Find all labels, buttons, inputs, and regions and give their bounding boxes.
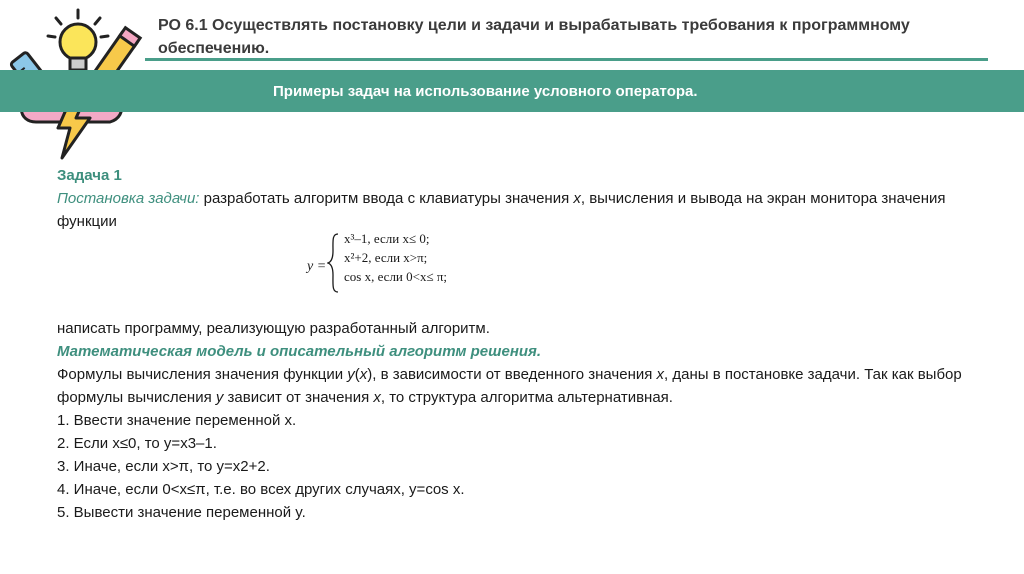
model-heading: Математическая модель и описательный алгоритм решения. <box>57 343 542 360</box>
list-item: 1. Ввести значение переменной x. <box>57 412 297 429</box>
brace-icon <box>327 233 339 293</box>
program-line: написать программу, реализующую разработанный алгоритм. <box>57 320 490 337</box>
formula-case-2: x²+2, если x>π; <box>344 250 428 265</box>
model-paragraph: Формулы вычисления значения функции y(x), в зависимости от введенного значения x, даны в постановке задачи. Так как выбор формулы вычисления y зависит от значения x, то структура алгоритма альтернативная. <box>57 366 962 406</box>
page-title: РО 6.1 Осуществлять постановку цели и задачи и вырабатывать требования к программному обеспечению. <box>158 17 910 57</box>
list-item: 3. Иначе, если x>π, то y=x2+2. <box>57 458 270 475</box>
header-divider <box>145 58 988 61</box>
list-item: 4. Иначе, если 0<x≤π, т.е. во всех других случаях, y=cos x. <box>57 481 465 498</box>
formula-lhs: y = <box>307 259 327 274</box>
formula-case-1: x³–1, если x≤ 0; <box>344 231 430 246</box>
step-list <box>57 409 977 524</box>
task-statement: Постановка задачи: разработать алгоритм ввода с клавиатуры значения x, вычисления и вывода на экран монитора значения функции <box>57 190 946 230</box>
task-content <box>57 164 977 524</box>
list-item: 2. Если x≤0, то y=x3–1. <box>57 435 217 452</box>
formula-case-3: cos x, если 0<x≤ π; <box>344 269 448 284</box>
piecewise-formula <box>57 233 977 299</box>
list-item: 5. Вывести значение переменной y. <box>57 504 306 521</box>
lightbulb-icon <box>60 24 96 70</box>
task-heading: Задача 1 <box>57 167 122 184</box>
statement-label: Постановка задачи: <box>57 190 200 207</box>
section-title: Примеры задач на использование условного оператора. <box>273 83 698 100</box>
